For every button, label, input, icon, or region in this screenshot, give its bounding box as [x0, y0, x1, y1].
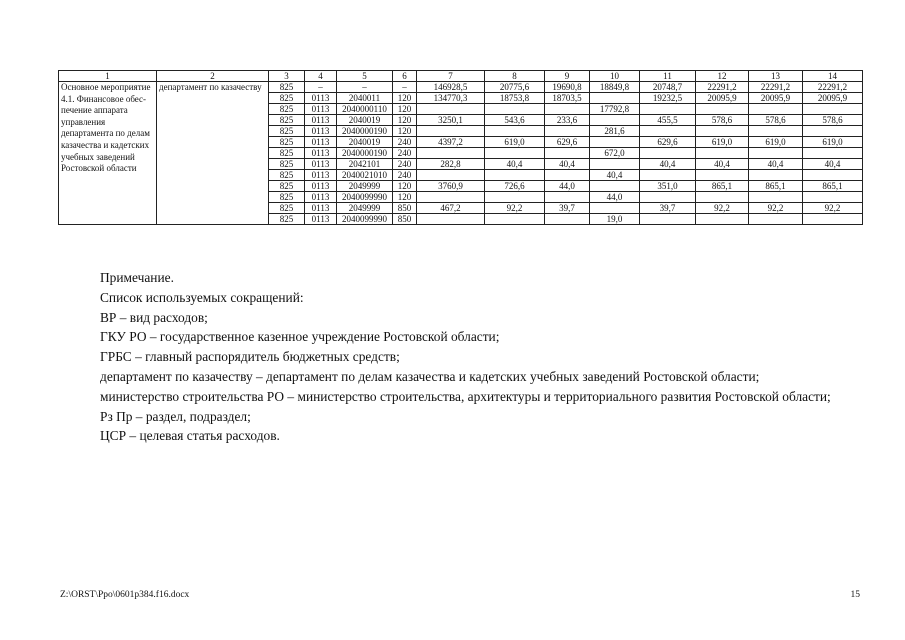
table-cell: 0113 [305, 170, 337, 181]
table-cell [417, 104, 485, 115]
table-cell [590, 181, 640, 192]
table-cell [696, 104, 749, 115]
table-cell: 3250,1 [417, 115, 485, 126]
table-cell: 281,6 [590, 126, 640, 137]
table-cell: 850 [393, 214, 417, 225]
table-cell: 825 [269, 82, 305, 93]
table-cell: – [305, 82, 337, 93]
table-cell: 20095,9 [803, 93, 863, 104]
table-cell [417, 214, 485, 225]
abbr-gku: ГКУ РО – государственное казенное учреждение Ростовской области; [100, 329, 500, 345]
table-cell: 825 [269, 104, 305, 115]
table-cell: 0113 [305, 148, 337, 159]
column-header: 12 [696, 71, 749, 82]
table-cell: 233,6 [545, 115, 590, 126]
column-header: 4 [305, 71, 337, 82]
table-cell: 40,4 [696, 159, 749, 170]
table-cell: 0113 [305, 214, 337, 225]
table-cell: 22291,2 [749, 82, 803, 93]
table-cell: 120 [393, 126, 417, 137]
table-cell [640, 126, 696, 137]
table-cell: 92,2 [485, 203, 545, 214]
table-cell: 44,0 [590, 192, 640, 203]
table-cell: 40,4 [590, 170, 640, 181]
table-cell [749, 148, 803, 159]
column-header: 11 [640, 71, 696, 82]
table-header-row [59, 71, 863, 82]
table-cell: 18849,8 [590, 82, 640, 93]
table-cell: 825 [269, 192, 305, 203]
table-cell: 0113 [305, 115, 337, 126]
column-header: 5 [337, 71, 393, 82]
table-cell: 619,0 [696, 137, 749, 148]
table-cell: 0113 [305, 126, 337, 137]
column-header: 13 [749, 71, 803, 82]
table-cell: 120 [393, 181, 417, 192]
table-cell: 619,0 [485, 137, 545, 148]
table-cell [590, 93, 640, 104]
table-cell: 0113 [305, 203, 337, 214]
table-cell [545, 104, 590, 115]
table-cell [485, 170, 545, 181]
table-cell: 825 [269, 115, 305, 126]
table-cell: 619,0 [749, 137, 803, 148]
table-cell: 240 [393, 137, 417, 148]
activity-name-cell: Основное мероприятие 4.1. Финансовое обес-печение аппарата управления департамента по делам казачества и кадетских учебных заведений Ростовской области [59, 82, 157, 225]
table-cell [545, 170, 590, 181]
table-cell: 20095,9 [696, 93, 749, 104]
column-header: 7 [417, 71, 485, 82]
table-cell [417, 192, 485, 203]
table-cell: 825 [269, 93, 305, 104]
table-cell: 2040021010 [337, 170, 393, 181]
table-cell: 19690,8 [545, 82, 590, 93]
table-cell [640, 148, 696, 159]
table-cell [590, 137, 640, 148]
table-cell [417, 126, 485, 137]
column-header: 8 [485, 71, 545, 82]
table-cell [590, 203, 640, 214]
table-cell [545, 214, 590, 225]
table-cell: 825 [269, 137, 305, 148]
table-cell [640, 104, 696, 115]
table-cell: 240 [393, 148, 417, 159]
table-cell: 825 [269, 203, 305, 214]
table-cell: 40,4 [485, 159, 545, 170]
column-header: 2 [157, 71, 269, 82]
table-cell [640, 214, 696, 225]
table-cell: 2040000110 [337, 104, 393, 115]
table-cell: 825 [269, 159, 305, 170]
table-cell: 120 [393, 93, 417, 104]
table-cell: 865,1 [803, 181, 863, 192]
table-cell: 578,6 [696, 115, 749, 126]
table-cell: 39,7 [545, 203, 590, 214]
table-cell: 120 [393, 192, 417, 203]
table-row [59, 82, 863, 93]
table-cell: 134770,3 [417, 93, 485, 104]
table-cell: 2040019 [337, 115, 393, 126]
table-cell: 0113 [305, 192, 337, 203]
table-cell: 120 [393, 104, 417, 115]
table-cell [749, 126, 803, 137]
table-cell [803, 104, 863, 115]
table-cell: 726,6 [485, 181, 545, 192]
table-cell: 2040019 [337, 137, 393, 148]
table-cell: 40,4 [640, 159, 696, 170]
table-cell [590, 115, 640, 126]
table-cell [696, 214, 749, 225]
table-cell: 543,6 [485, 115, 545, 126]
table-cell: 3760,9 [417, 181, 485, 192]
column-header: 3 [269, 71, 305, 82]
table-cell: 825 [269, 214, 305, 225]
table-cell: 578,6 [749, 115, 803, 126]
column-header: 9 [545, 71, 590, 82]
table-cell [696, 170, 749, 181]
table-cell [749, 192, 803, 203]
table-cell [545, 126, 590, 137]
table-cell: 825 [269, 126, 305, 137]
table-cell: 2040000190 [337, 126, 393, 137]
abbr-vr: ВР – вид расходов; [100, 309, 208, 325]
table-cell: 0113 [305, 93, 337, 104]
table-cell [485, 214, 545, 225]
table-cell: 120 [393, 115, 417, 126]
table-cell: 2040000190 [337, 148, 393, 159]
table-cell: 240 [393, 159, 417, 170]
column-header: 6 [393, 71, 417, 82]
table-cell [803, 126, 863, 137]
table-cell [485, 104, 545, 115]
table-cell: 44,0 [545, 181, 590, 192]
table-cell: 19,0 [590, 214, 640, 225]
column-header: 1 [59, 71, 157, 82]
table-cell [803, 214, 863, 225]
table-cell [485, 148, 545, 159]
table-cell: 825 [269, 148, 305, 159]
table-cell [545, 148, 590, 159]
table-cell: 0113 [305, 159, 337, 170]
table-cell: 629,6 [545, 137, 590, 148]
table-cell [640, 192, 696, 203]
table-cell [417, 148, 485, 159]
table-cell: 850 [393, 203, 417, 214]
column-header: 14 [803, 71, 863, 82]
table-cell [590, 159, 640, 170]
table-cell: 40,4 [545, 159, 590, 170]
table-cell [640, 170, 696, 181]
table-cell [417, 170, 485, 181]
table-cell [803, 170, 863, 181]
table-cell: 467,2 [417, 203, 485, 214]
abbr-grbs: ГРБС – главный распорядитель бюджетных средств; [100, 349, 400, 365]
table-cell: 18703,5 [545, 93, 590, 104]
abbr-ministry: министерство строительства РО – министерство строительства, архитектуры и территориального развития Ростовской области; [100, 388, 831, 404]
abbr-department: департамент по казачеству – департамент по делам казачества и кадетских учебных заведений Ростовской области; [100, 368, 760, 384]
table-cell [749, 170, 803, 181]
table-cell: – [337, 82, 393, 93]
table-cell [696, 148, 749, 159]
table-cell [545, 192, 590, 203]
table-cell: 865,1 [749, 181, 803, 192]
table-cell: 619,0 [803, 137, 863, 148]
table-cell: 672,0 [590, 148, 640, 159]
table-cell: 240 [393, 170, 417, 181]
notes-title: Примечание. [100, 270, 174, 285]
table-cell: 0113 [305, 104, 337, 115]
table-cell: 20095,9 [749, 93, 803, 104]
table-cell: 825 [269, 170, 305, 181]
notes-section [60, 268, 860, 446]
table-cell: 2040099990 [337, 214, 393, 225]
abbr-csr: ЦСР – целевая статья расходов. [100, 428, 280, 444]
table-cell: 629,6 [640, 137, 696, 148]
table-cell: 2049999 [337, 203, 393, 214]
table-cell: 20748,7 [640, 82, 696, 93]
table-cell [485, 192, 545, 203]
table-cell: 455,5 [640, 115, 696, 126]
table-cell: 4397,2 [417, 137, 485, 148]
table-cell: – [393, 82, 417, 93]
table-cell: 2040099990 [337, 192, 393, 203]
table-cell: 17792,8 [590, 104, 640, 115]
page-number: 15 [850, 590, 860, 600]
footer-file-path: Z:\ORST\Ppo\0601p384.f16.docx [60, 590, 190, 600]
table-cell: 2049999 [337, 181, 393, 192]
table-cell [803, 148, 863, 159]
table-cell: 92,2 [803, 203, 863, 214]
table-cell [696, 192, 749, 203]
budget-table [58, 70, 863, 225]
table-cell [696, 126, 749, 137]
table-cell: 825 [269, 181, 305, 192]
table-cell: 282,8 [417, 159, 485, 170]
table-cell: 39,7 [640, 203, 696, 214]
table-cell: 22291,2 [803, 82, 863, 93]
table-cell: 0113 [305, 181, 337, 192]
table-cell: 0113 [305, 137, 337, 148]
table-cell: 351,0 [640, 181, 696, 192]
table-cell: 22291,2 [696, 82, 749, 93]
table-cell: 146928,5 [417, 82, 485, 93]
abbr-rzpr: Рз Пр – раздел, подраздел; [100, 408, 251, 424]
table-cell: 40,4 [803, 159, 863, 170]
table-cell [485, 126, 545, 137]
table-cell: 2040011 [337, 93, 393, 104]
table-cell: 40,4 [749, 159, 803, 170]
table-cell: 20775,6 [485, 82, 545, 93]
table-cell: 19232,5 [640, 93, 696, 104]
table-cell [749, 104, 803, 115]
table-cell: 92,2 [696, 203, 749, 214]
table-cell: 578,6 [803, 115, 863, 126]
table-cell [803, 192, 863, 203]
table-cell [749, 214, 803, 225]
executor-cell: департамент по казачеству [157, 82, 269, 225]
table-cell: 865,1 [696, 181, 749, 192]
table-cell: 18753,8 [485, 93, 545, 104]
table-cell: 2042101 [337, 159, 393, 170]
notes-intro: Список используемых сокращений: [100, 289, 304, 305]
table-cell: 92,2 [749, 203, 803, 214]
column-header: 10 [590, 71, 640, 82]
